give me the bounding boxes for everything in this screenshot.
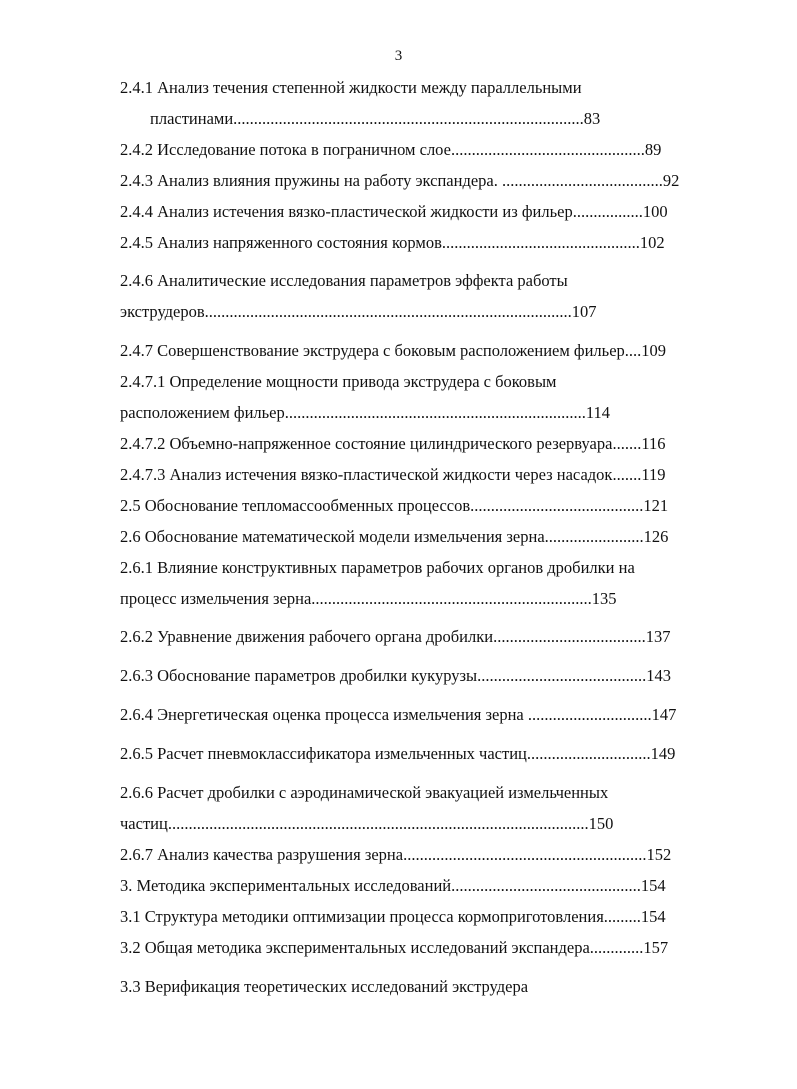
toc-entry: 2.5 Обоснование тепломассообменных процессов..........................................121 bbox=[120, 496, 669, 515]
toc-entry: 3. Методика экспериментальных исследований..............................................154 bbox=[120, 876, 666, 895]
toc-entry: 2.4.6 Аналитические исследования параметров эффекта работы bbox=[120, 271, 568, 290]
toc-entry: 2.6.6 Расчет дробилки с аэродинамической эвакуацией измельченных bbox=[120, 783, 609, 802]
toc-entry: 2.6.7 Анализ качества разрушения зерна...........................................................152 bbox=[120, 845, 672, 864]
toc-entry: 3.2 Общая методика экспериментальных исследований экспандера.............157 bbox=[120, 938, 669, 957]
toc-entry: 2.4.7 Совершенствование экструдера с боковым расположением фильер....109 bbox=[120, 341, 667, 360]
toc-entry: 2.6 Обоснование математической модели измельчения зерна........................126 bbox=[120, 527, 669, 546]
toc-entry: 2.6.4 Энергетическая оценка процесса измельчения зерна ..............................147 bbox=[120, 705, 677, 724]
toc-entry: 2.4.7.3 Анализ истечения вязко-пластической жидкости через насадок.......119 bbox=[120, 465, 666, 484]
toc-entry: частиц......................................................................................................150 bbox=[120, 814, 614, 833]
toc-entry: экструдеров.........................................................................................107 bbox=[120, 302, 597, 321]
page-number: 3 bbox=[394, 48, 403, 64]
toc-entry: 2.6.2 Уравнение движения рабочего органа дробилки.....................................137 bbox=[120, 627, 671, 646]
toc-entry: пластинами.....................................................................................83 bbox=[150, 109, 601, 128]
toc-entry: 2.4.4 Анализ истечения вязко-пластической жидкости из фильер.................100 bbox=[120, 202, 668, 221]
toc-entry: 2.4.3 Анализ влияния пружины на работу экспандера. .......................................92 bbox=[120, 171, 680, 190]
toc-entry: 2.4.1 Анализ течения степенной жидкости между параллельными bbox=[120, 78, 582, 97]
toc-entry: 2.6.1 Влияние конструктивных параметров рабочих органов дробилки на bbox=[120, 558, 635, 577]
toc-entry: 2.4.7.2 Объемно-напряженное состояние цилиндрического резервуара.......116 bbox=[120, 434, 666, 453]
toc-entry: 3.1 Структура методики оптимизации процесса кормоприготовления.........154 bbox=[120, 907, 666, 926]
toc-entry: расположением фильер.........................................................................114 bbox=[120, 403, 611, 422]
toc-entry: 2.4.5 Анализ напряженного состояния кормов................................................102 bbox=[120, 233, 665, 252]
toc-entry: 2.4.7.1 Определение мощности привода экструдера с боковым bbox=[120, 372, 557, 391]
toc-entry: процесс измельчения зерна....................................................................135 bbox=[120, 589, 617, 608]
toc-entry: 2.6.5 Расчет пневмоклассификатора измельченных частиц..............................149 bbox=[120, 744, 676, 763]
toc-entry: 2.6.3 Обоснование параметров дробилки кукурузы.........................................143 bbox=[120, 666, 671, 685]
toc-entry: 2.4.2 Исследование потока в пограничном слое...............................................89 bbox=[120, 140, 662, 159]
toc-entry: 3.3 Верификация теоретических исследований экструдера bbox=[120, 977, 529, 996]
